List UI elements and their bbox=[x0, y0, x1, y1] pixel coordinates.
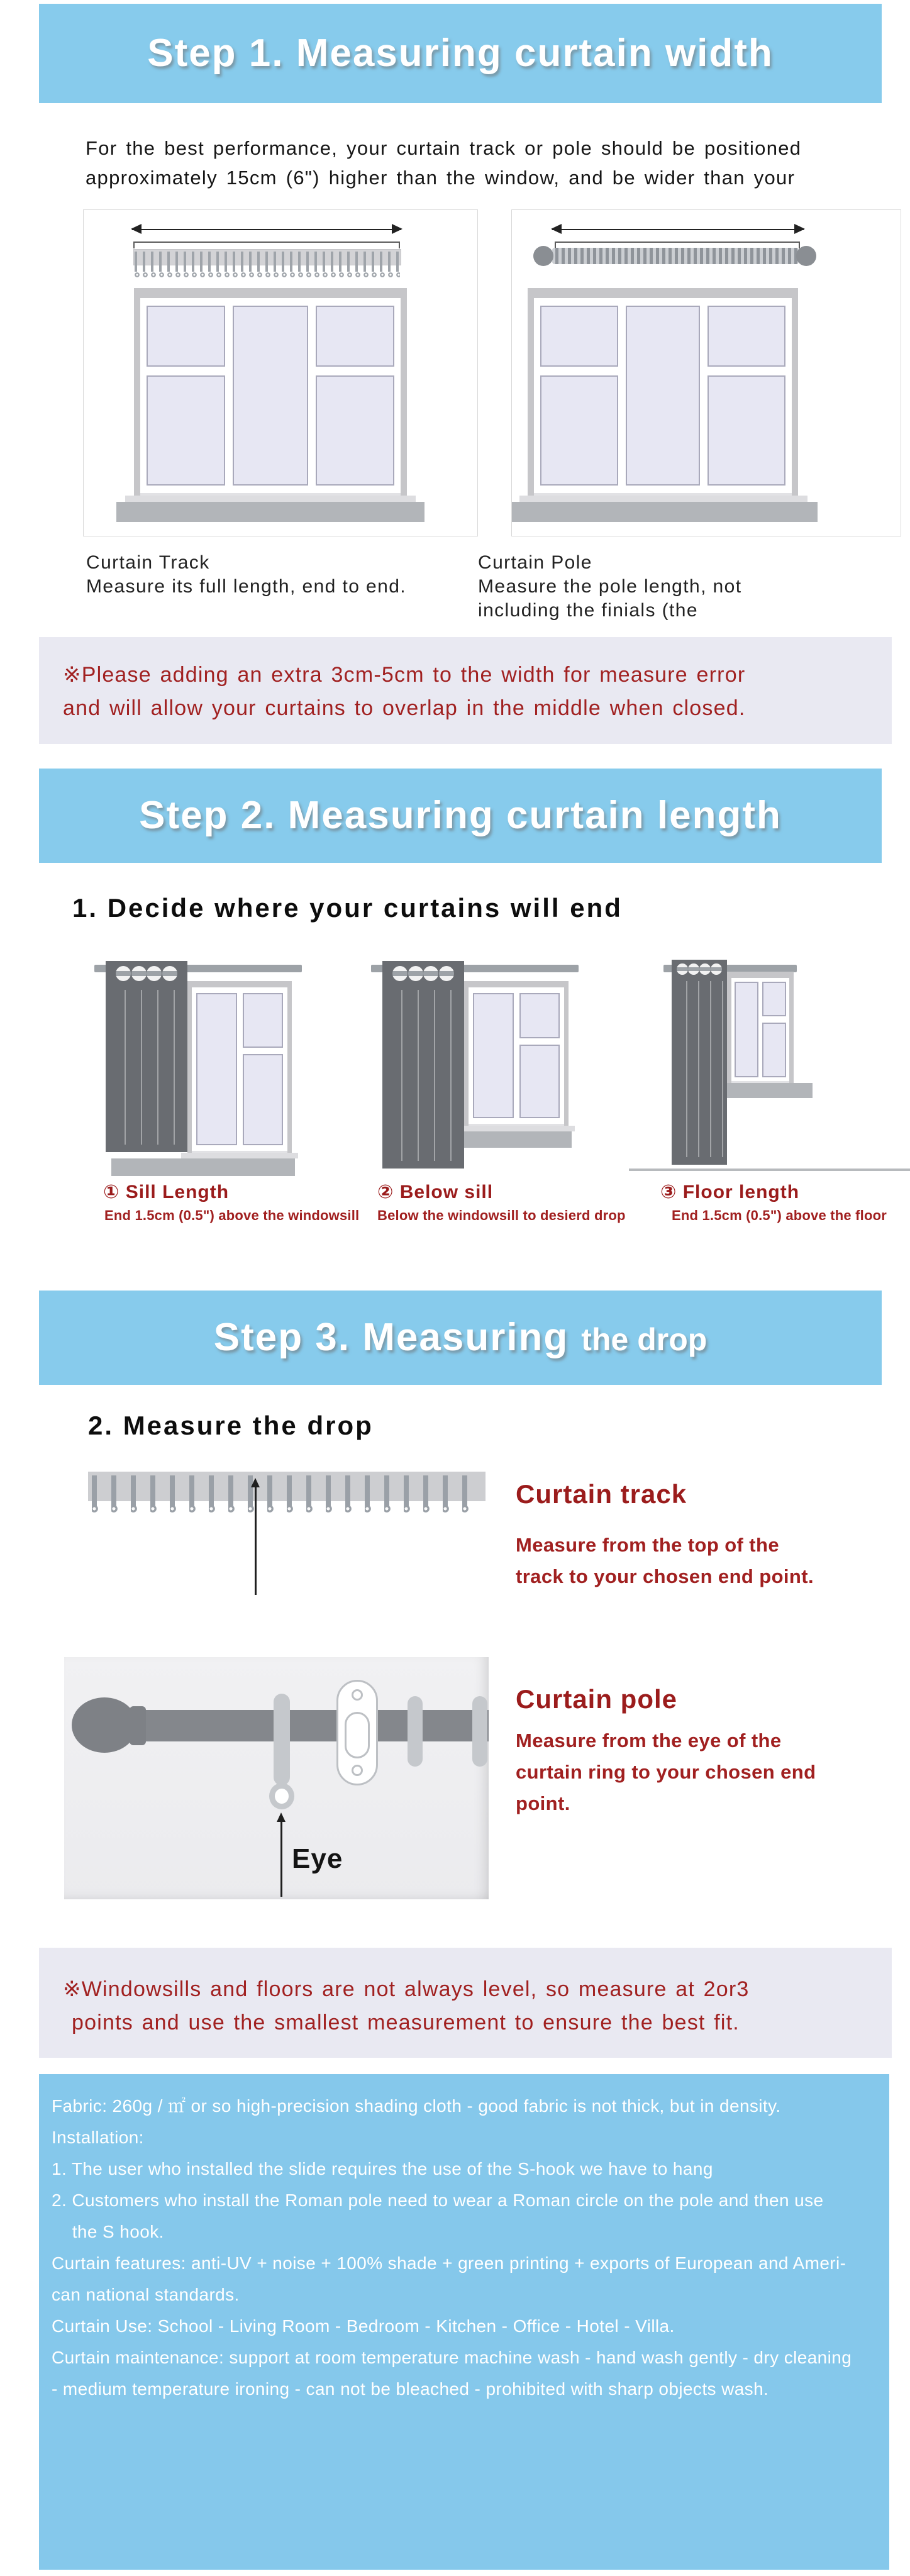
grommet-icon bbox=[677, 963, 688, 975]
curtain-track-instruction-line2: track to your chosen end point. bbox=[516, 1565, 814, 1587]
curtain-track-caption-line: Measure its full length, end to end. bbox=[86, 576, 407, 597]
step1-intro-line1: For the best performance, your curtain track or pole should be positioned bbox=[86, 137, 802, 159]
pole-finial-ball bbox=[72, 1697, 137, 1753]
window-frame bbox=[140, 298, 401, 496]
window-column-left bbox=[540, 306, 618, 486]
curtain bbox=[106, 961, 187, 1152]
curtain-ring-with-eye bbox=[274, 1694, 290, 1785]
curtain-grommets bbox=[392, 966, 454, 981]
bracket-screw-hole bbox=[352, 1765, 363, 1776]
eye-label: Eye bbox=[292, 1843, 343, 1874]
curtain-ring bbox=[472, 1696, 487, 1767]
width-note-line1: ※Please adding an extra 3cm-5cm to the width for measure error bbox=[63, 663, 746, 687]
curtain-pole-caption bbox=[478, 551, 855, 623]
step1-banner-title: Step 1. Measuring curtain width bbox=[147, 31, 774, 75]
floor-line bbox=[629, 1169, 910, 1171]
window-column-left bbox=[147, 306, 225, 486]
eye-pointer-arrow-icon bbox=[280, 1821, 282, 1897]
window-sill bbox=[723, 1083, 813, 1098]
curtain-pole-title: Curtain pole bbox=[516, 1684, 678, 1714]
window-column-middle bbox=[626, 306, 700, 486]
curtain-folds bbox=[109, 990, 184, 1145]
curtain-track-hook-rings bbox=[92, 1504, 482, 1514]
diagram2-desc: Below the windowsill to desierd drop bbox=[377, 1208, 626, 1223]
window-frame bbox=[534, 298, 792, 496]
info-line-features-2: can national standards. bbox=[52, 2285, 240, 2304]
curtain-track-title: Curtain track bbox=[516, 1479, 687, 1509]
curtain-pole-rod bbox=[552, 248, 799, 264]
window-frame bbox=[469, 987, 564, 1126]
grommet-icon bbox=[699, 963, 711, 975]
step1-intro-line2: approximately 15cm (6") higher than the window, and be wider than your bbox=[86, 167, 796, 189]
sill-length-diagram bbox=[94, 956, 360, 1233]
curtain-grommets bbox=[116, 966, 177, 981]
window-column-left bbox=[196, 993, 237, 1145]
curtain-pole-instruction-line1: Measure from the eye of the bbox=[516, 1729, 782, 1752]
window-pane bbox=[762, 1023, 786, 1077]
curtain-folds bbox=[675, 981, 723, 1157]
window-frame bbox=[731, 978, 789, 1083]
track-extent-bracket bbox=[133, 242, 400, 248]
step3-heading: 2. Measure the drop bbox=[88, 1411, 374, 1440]
curtain-pole-rod bbox=[138, 1710, 489, 1741]
step2-heading: 1. Decide where your curtains will end bbox=[72, 893, 623, 923]
grommet-icon bbox=[408, 966, 423, 981]
window-pane bbox=[233, 306, 308, 486]
window-pane bbox=[735, 982, 758, 1077]
window-column-right bbox=[243, 993, 284, 1145]
pole-finial-neck bbox=[130, 1706, 146, 1745]
window-pane bbox=[196, 993, 237, 1145]
curtain-pole-caption-line1: Measure the pole length, not bbox=[478, 576, 742, 597]
window-frame bbox=[192, 987, 287, 1153]
window-pane bbox=[540, 375, 618, 486]
curtain-pole-caption-line2: including the finials (the bbox=[478, 600, 698, 621]
window-pane bbox=[519, 1045, 560, 1118]
window-pane bbox=[707, 306, 785, 367]
grommet-icon bbox=[147, 966, 162, 981]
curtain-ring bbox=[408, 1696, 423, 1767]
curtain-track-instructions bbox=[516, 1530, 868, 1592]
info-line-installation: Installation: bbox=[52, 2128, 144, 2147]
window-sill-lip bbox=[519, 496, 807, 502]
window-pane bbox=[473, 993, 514, 1118]
window-pane bbox=[147, 306, 225, 367]
window-illustration bbox=[528, 288, 798, 496]
window-column-middle bbox=[233, 306, 308, 486]
width-measure-arrow-icon bbox=[132, 229, 401, 230]
step3-banner bbox=[39, 1291, 882, 1385]
curtain-grommets bbox=[677, 963, 722, 975]
grommet-icon bbox=[131, 966, 147, 981]
curtain-track-instruction-line1: Measure from the top of the bbox=[516, 1534, 779, 1556]
window-column-left bbox=[735, 982, 758, 1077]
window-pane bbox=[540, 306, 618, 367]
info-line-install-2: 2. Customers who install the Roman pole need to wear a Roman circle on the pole and then use bbox=[52, 2190, 824, 2210]
width-measure-arrow-icon bbox=[552, 229, 804, 230]
window-illustration bbox=[727, 972, 794, 1083]
window-sill-lip bbox=[181, 1153, 298, 1158]
curtain-track-window-figure bbox=[83, 209, 478, 536]
ring-eye bbox=[269, 1783, 294, 1809]
below-sill-diagram bbox=[371, 956, 626, 1233]
curtain-pole-instructions bbox=[516, 1725, 893, 1819]
pole-finial-left bbox=[533, 246, 553, 266]
step2-banner bbox=[39, 769, 882, 863]
curtain-track-hook-rings bbox=[135, 272, 400, 279]
grommet-icon bbox=[439, 966, 454, 981]
drop-note-line2: points and use the smallest measurement to ensure the best fit. bbox=[72, 2011, 740, 2035]
curtain-folds bbox=[386, 990, 460, 1161]
bracket-screw-hole bbox=[352, 1689, 363, 1701]
window-sill-lip bbox=[458, 1126, 575, 1131]
step2-banner-title: Step 2. Measuring curtain length bbox=[139, 794, 782, 837]
window-column-right bbox=[519, 993, 560, 1118]
window-column-right bbox=[316, 306, 394, 486]
product-info-block bbox=[39, 2074, 889, 2570]
step3-banner-title-sub: the drop bbox=[581, 1322, 707, 1357]
width-note-line2: and will allow your curtains to overlap in the middle when closed. bbox=[63, 696, 746, 720]
window-pane bbox=[243, 1054, 284, 1145]
window-illustration bbox=[134, 288, 407, 496]
step3-banner-title bbox=[39, 1291, 882, 1387]
info-line-maintenance-2: - medium temperature ironing - can not be bleached - prohibited with sharp objects wash. bbox=[52, 2379, 769, 2399]
info-line-maintenance: Curtain maintenance: support at room temperature machine wash - hand wash gently - dry cleaning bbox=[52, 2348, 852, 2367]
curtain-pole-window-figure bbox=[511, 209, 901, 536]
window-pane bbox=[316, 306, 394, 367]
info-line-features: Curtain features: anti-UV + noise + 100% shade + green printing + exports of European and Ameri- bbox=[52, 2253, 846, 2273]
curtain-pole-instruction-line2: curtain ring to your chosen end bbox=[516, 1761, 816, 1783]
curtain-track-hooks bbox=[135, 252, 400, 272]
grommet-icon bbox=[162, 966, 177, 981]
window-sill-lip bbox=[125, 496, 416, 502]
diagram3-label: ③ Floor length bbox=[660, 1182, 800, 1202]
diagram3-desc: End 1.5cm (0.5") above the floor bbox=[672, 1208, 887, 1223]
window-pane bbox=[243, 993, 284, 1048]
window-pane bbox=[707, 375, 785, 486]
width-measure-note bbox=[39, 637, 892, 744]
floor-length-diagram bbox=[629, 956, 910, 1233]
pole-finial-right bbox=[796, 246, 816, 266]
grommet-icon bbox=[392, 966, 408, 981]
window-column-left bbox=[473, 993, 514, 1118]
curtain-pole-caption-title: Curtain Pole bbox=[478, 552, 592, 573]
window-sill bbox=[116, 502, 424, 522]
window-pane bbox=[762, 982, 786, 1016]
window-sill bbox=[111, 1158, 295, 1176]
diagram1-desc: End 1.5cm (0.5") above the windowsill bbox=[104, 1208, 360, 1223]
curtain-track-caption-title: Curtain Track bbox=[86, 552, 210, 573]
diagram2-label: ② Below sill bbox=[377, 1182, 494, 1202]
window-pane bbox=[316, 375, 394, 486]
curtain bbox=[672, 960, 727, 1165]
curtain bbox=[382, 961, 464, 1169]
window-column-right bbox=[707, 306, 785, 486]
pole-wall-bracket bbox=[336, 1680, 378, 1785]
step1-banner bbox=[39, 4, 882, 103]
curtain-pole-figure-panel bbox=[64, 1657, 489, 1899]
bracket-slot bbox=[345, 1712, 370, 1758]
curtain-pole-instruction-line3: point. bbox=[516, 1792, 570, 1814]
window-illustration bbox=[464, 981, 569, 1126]
grommet-icon bbox=[423, 966, 438, 981]
window-pane bbox=[519, 993, 560, 1038]
info-line-use: Curtain Use: School - Living Room - Bedroom - Kitchen - Office - Hotel - Villa. bbox=[52, 2316, 675, 2336]
grommet-icon bbox=[116, 966, 131, 981]
info-line-install-1: 1. The user who installed the slide requires the use of the S-hook we have to hang bbox=[52, 2159, 713, 2179]
window-pane bbox=[147, 375, 225, 486]
info-line-fabric: Fabric: 260g / ㎡ or so high-precision shading cloth - good fabric is not thick, but in density. bbox=[52, 2096, 781, 2116]
window-column-right bbox=[762, 982, 786, 1077]
drop-note-line1: ※Windowsills and floors are not always level, so measure at 2or3 bbox=[63, 1977, 750, 2001]
curtain-track-caption bbox=[86, 551, 457, 599]
curtain-track-hooks bbox=[92, 1475, 482, 1507]
step1-intro bbox=[86, 133, 801, 192]
window-pane bbox=[626, 306, 700, 486]
drop-measure-arrow-icon bbox=[255, 1487, 257, 1595]
grommet-icon bbox=[688, 963, 699, 975]
grommet-icon bbox=[711, 963, 722, 975]
diagram1-label: ① Sill Length bbox=[103, 1182, 230, 1202]
info-line-install-2b: the S hook. bbox=[52, 2222, 164, 2241]
step3-banner-title-main: Step 3. Measuring bbox=[213, 1316, 569, 1359]
window-illustration bbox=[187, 981, 292, 1153]
window-sill bbox=[512, 502, 818, 522]
drop-measure-note bbox=[39, 1948, 892, 2058]
